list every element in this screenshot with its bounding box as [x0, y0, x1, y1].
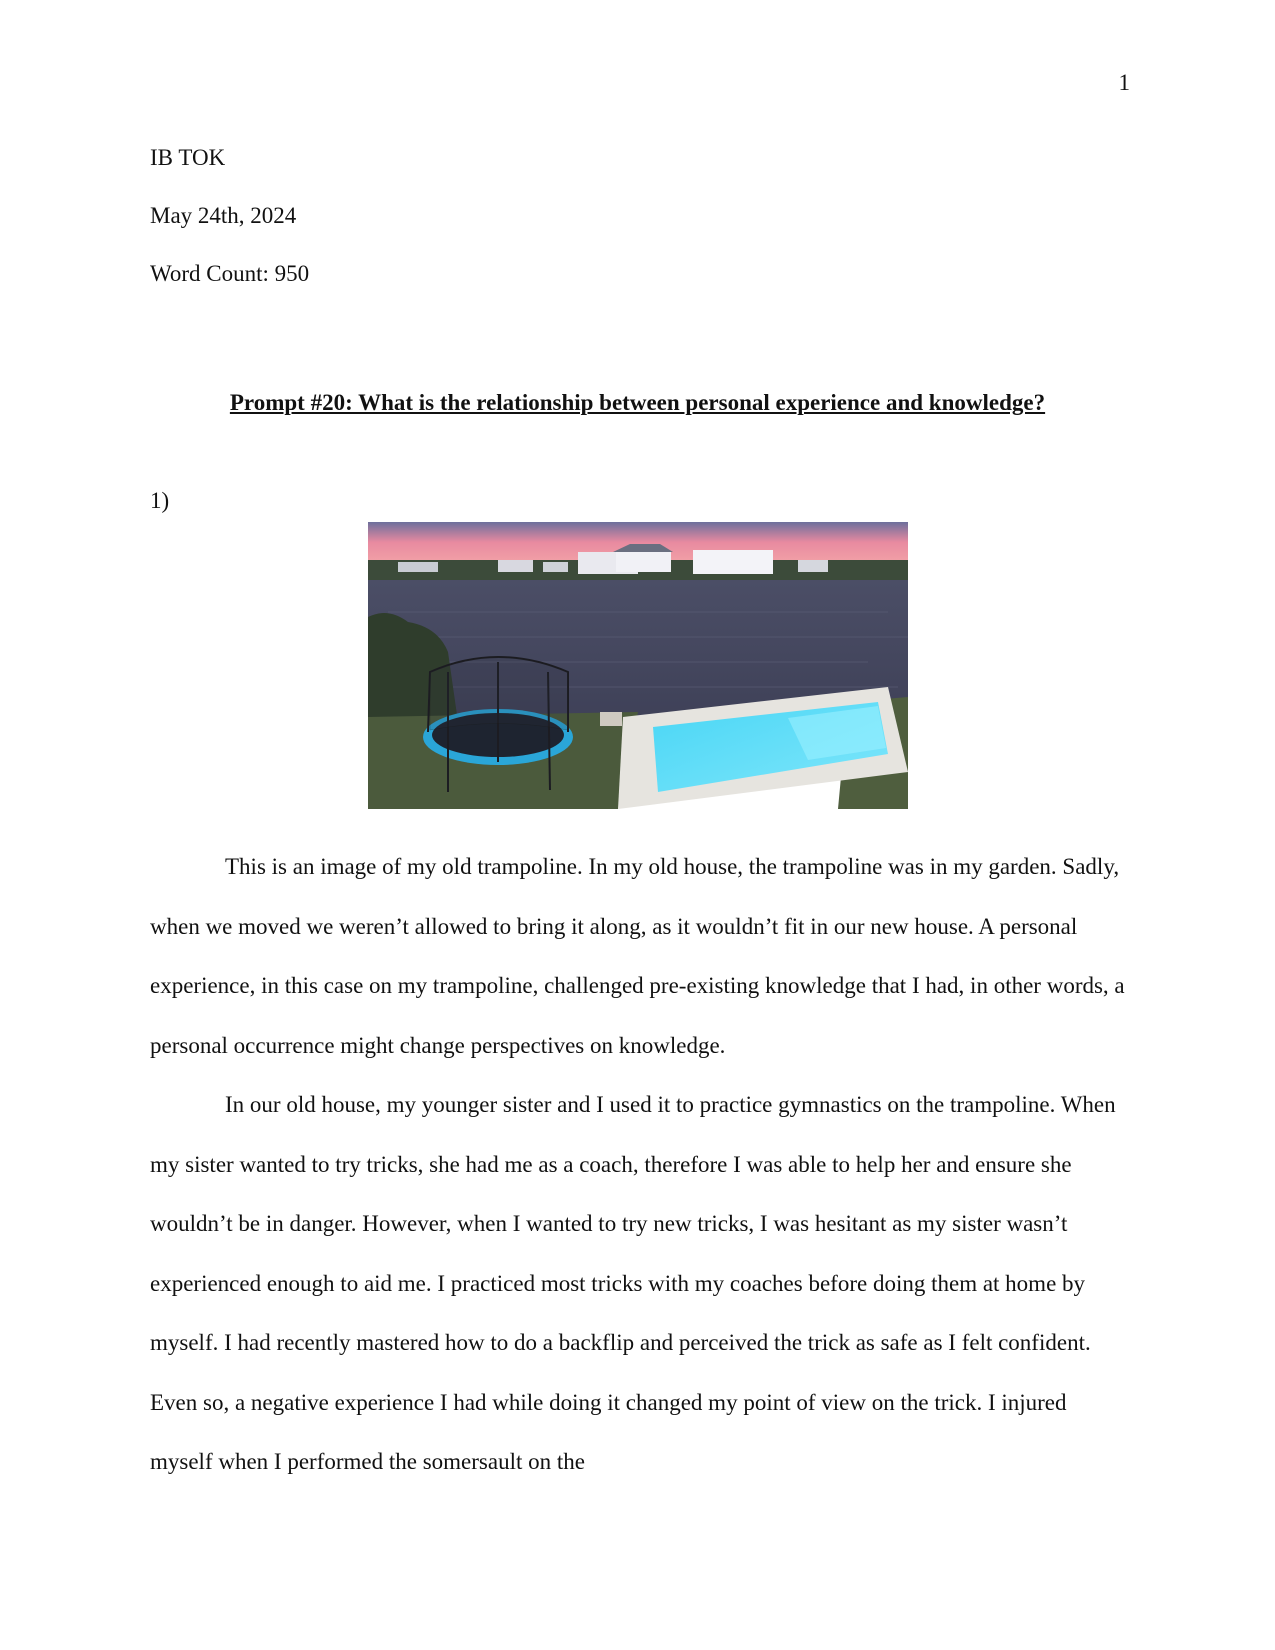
prompt-title: Prompt #20: What is the relationship between personal experience and knowledge?	[229, 390, 1046, 415]
word-count: Word Count: 950	[150, 261, 310, 286]
paragraph: In our old house, my younger sister and I used it to practice gymnastics on the trampoline. When my sister wanted to try tricks, she had me as a coach, therefore I was able to help her and ensure she wouldn’t be in danger. However, when I wanted to try new tricks, I was hesitant as my sister wasn’t experienced enough to aid me. I practiced most tricks with my coaches before doing them at home by myself. I had recently mastered how to do a backflip and perceived the trick as safe as I felt confident. Even so, a negative experience I had while doing it changed my point of view on the trick. I injured myself when I performed the somersault on the	[150, 1092, 1116, 1474]
section-number: 1)	[150, 488, 170, 513]
course-name: IB TOK	[150, 145, 226, 170]
paragraph: This is an image of my old trampoline. In my old house, the trampoline was in my garden. Sadly, when we moved we weren’t allowed to bring it along, as it wouldn’t fit in our new house. A personal experience, in this case on my trampoline, challenged pre-existing knowledge that I had, in other words, a personal occurrence might change perspectives on knowledge.	[150, 854, 1125, 1058]
essay-date: May 24th, 2024	[150, 203, 297, 228]
trampoline-photo	[368, 522, 908, 809]
essay-body	[150, 837, 1125, 1492]
page-number: 1	[1118, 70, 1130, 95]
